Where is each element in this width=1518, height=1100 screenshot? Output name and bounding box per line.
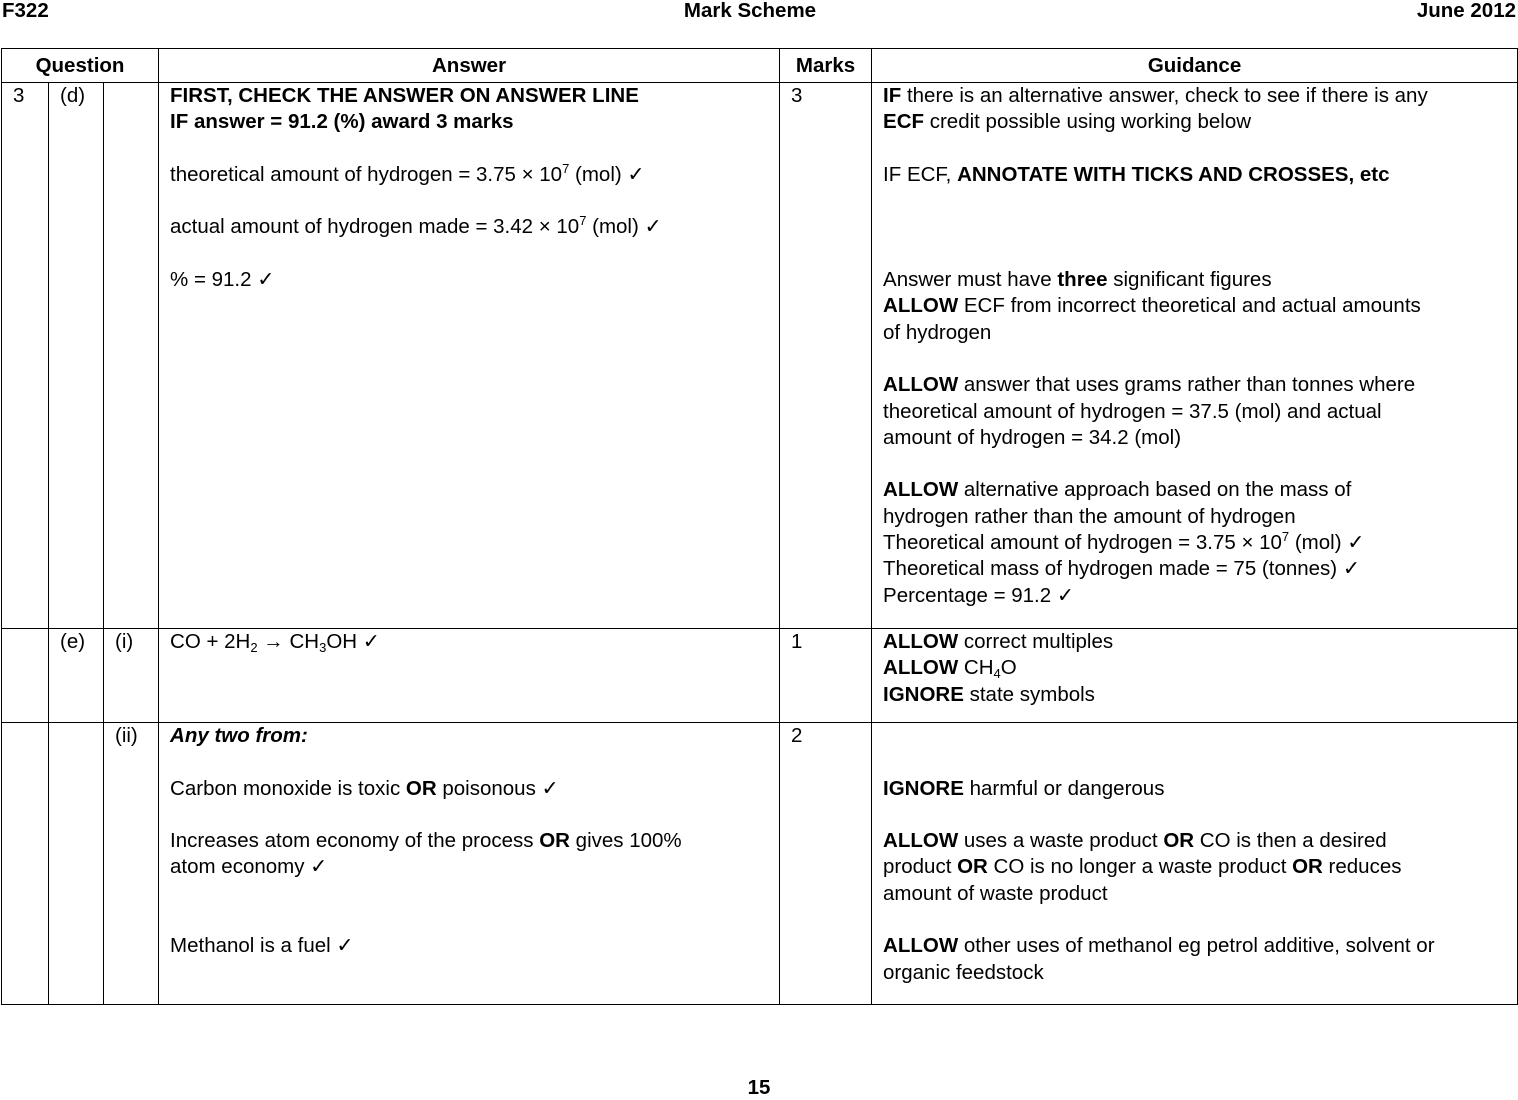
guidance-line: ALLOW correct multiples (883, 630, 1114, 653)
column-header-answer: Answer (159, 49, 780, 83)
guidance-line: IGNORE harmful or dangerous (883, 776, 1165, 800)
guidance-line: ECF credit possible using working below (883, 110, 1252, 134)
guidance-line: ALLOW uses a waste product OR CO is then a desired (883, 829, 1387, 853)
guidance-line: Percentage = 91.2 ✓ (883, 583, 1075, 607)
column-header-marks: Marks (780, 49, 872, 83)
guidance-line: amount of hydrogen = 34.2 (mol) (883, 425, 1182, 449)
question-number (2, 723, 49, 1005)
answer-cell (159, 629, 780, 723)
table-header-row (2, 49, 1518, 83)
guidance-line: IF there is an alternative answer, check to see if there is any (883, 84, 1428, 107)
column-header-question: Question (2, 49, 159, 83)
question-number (2, 629, 49, 723)
guidance-cell (872, 83, 1518, 629)
guidance-line: ALLOW alternative approach based on the mass of (883, 478, 1352, 502)
guidance-line: Theoretical mass of hydrogen made = 75 (tonnes) ✓ (883, 557, 1360, 581)
answer-line: atom economy ✓ (170, 855, 328, 879)
guidance-line: ALLOW answer that uses grams rather than tonnes where (883, 373, 1416, 397)
answer-line: Methanol is a fuel ✓ (170, 934, 354, 958)
guidance-line: ALLOW ECF from incorrect theoretical and actual amounts (883, 294, 1421, 318)
header-title: Mark Scheme (683, 0, 817, 22)
table-row (2, 629, 1518, 723)
question-part: (e) (49, 629, 104, 723)
question-number: 3 (2, 83, 49, 629)
question-subpart (104, 83, 159, 629)
table-row (2, 723, 1518, 1005)
guidance-line: IF ECF, ANNOTATE WITH TICKS AND CROSSES, etc (883, 162, 1390, 186)
answer-line: Increases atom economy of the process OR gives 100% (170, 829, 682, 853)
page-number: 15 (747, 1076, 771, 1099)
answer-line: actual amount of hydrogen made = $3.42 \times 10^7$ (mol) ✓ (170, 213, 662, 239)
marks-value: 2 (780, 723, 872, 1005)
answer-instruction: FIRST, CHECK THE ANSWER ON ANSWER LINE (170, 84, 639, 107)
guidance-line: Answer must have three significant figures (883, 268, 1272, 292)
guidance-line: Theoretical amount of hydrogen = $3.75 \times 10^7$ (mol) ✓ (883, 529, 1365, 555)
question-subpart: (i) (104, 629, 159, 723)
guidance-line: ALLOW other uses of methanol eg petrol additive, solvent or (883, 934, 1435, 958)
marks-value: 3 (780, 83, 872, 629)
question-part: (d) (49, 83, 104, 629)
answer-line: theoretical amount of hydrogen = $3.75 \times 10^7$ (mol) ✓ (170, 160, 645, 186)
mark-scheme-table (1, 48, 1518, 1005)
column-header-guidance: Guidance (872, 49, 1518, 83)
answer-cell (159, 83, 780, 629)
guidance-line: amount of waste product (883, 881, 1108, 905)
guidance-line: of hydrogen (883, 320, 992, 344)
answer-instruction: IF answer = 91.2 (%) award 3 marks (170, 110, 514, 134)
table-row (2, 83, 1518, 629)
answer-line: Carbon monoxide is toxic OR poisonous ✓ (170, 776, 559, 800)
answer-line: % = 91.2 ✓ (170, 268, 275, 292)
guidance-line: theoretical amount of hydrogen = 37.5 (mol) and actual (883, 399, 1382, 423)
chemical-equation: CO + $2H_2 \to CH_3OH$ ✓ (170, 630, 380, 655)
header-date: June 2012 (1416, 0, 1516, 22)
guidance-line: IGNORE state symbols (883, 682, 1095, 706)
header-code: F322 (2, 0, 49, 22)
question-part (49, 723, 104, 1005)
guidance-cell (872, 629, 1518, 723)
guidance-cell (872, 723, 1518, 1005)
marks-value: 1 (780, 629, 872, 723)
guidance-line: product OR CO is no longer a waste product OR reduces (883, 855, 1402, 879)
guidance-line: hydrogen rather than the amount of hydrogen (883, 504, 1296, 528)
guidance-line: organic feedstock (883, 960, 1044, 984)
answer-intro: Any two from: (170, 724, 308, 747)
question-subpart: (ii) (104, 723, 159, 1005)
answer-cell (159, 723, 780, 1005)
guidance-line: ALLOW $CH_4O$ (883, 656, 1017, 682)
